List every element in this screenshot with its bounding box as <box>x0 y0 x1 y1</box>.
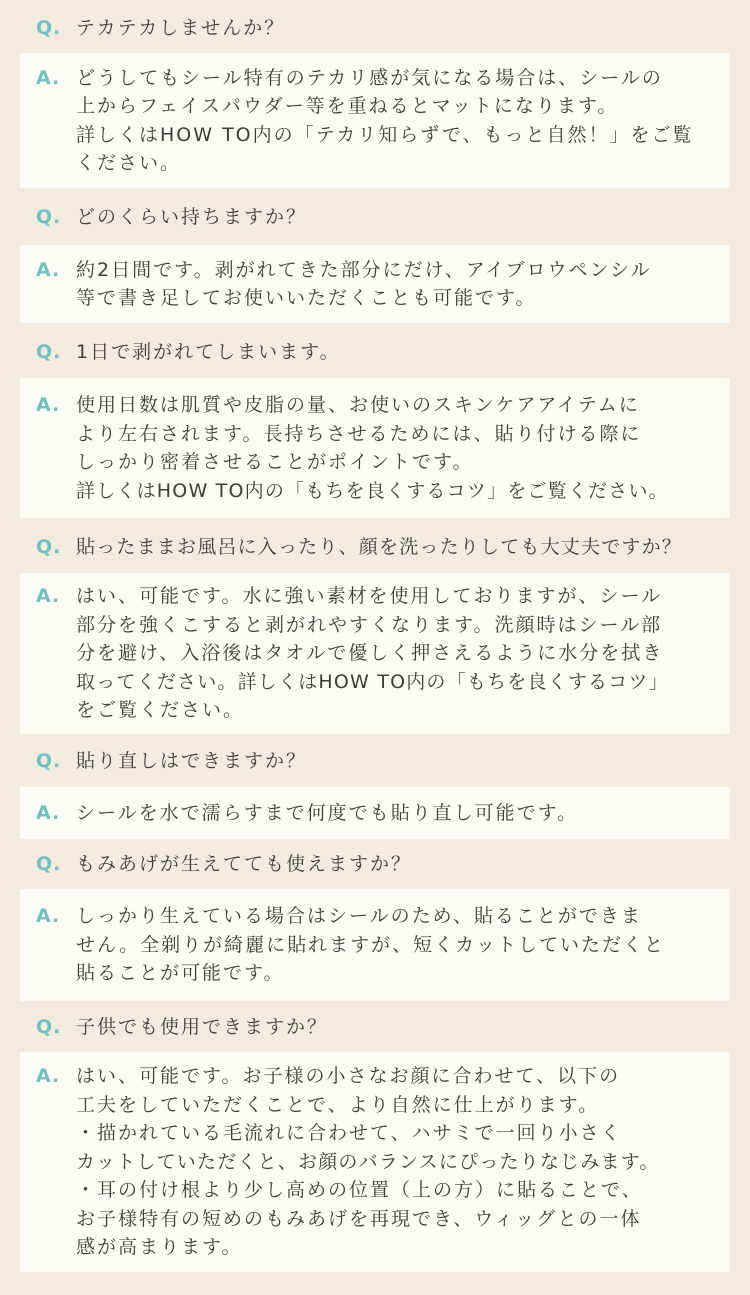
question-marker: Q. <box>36 17 62 39</box>
faq-answer-4 <box>20 573 730 734</box>
question-marker: Q. <box>36 341 62 363</box>
answer-line: 詳しくはHOW TO内の「テカリ知らずで、もっと自然！」をご覧 <box>76 123 694 146</box>
answer-line: 上からフェイスパウダー等を重ねるとマットになります。 <box>76 95 619 117</box>
answer-text <box>76 799 578 828</box>
faq-answer-3 <box>20 378 730 518</box>
answer-line: はい、可能です。お子様の小さなお顔に合わせて、以下の <box>76 1065 621 1088</box>
faq-answer-5 <box>20 787 730 839</box>
answer-line: 等で書き足してお使いいただくことも可能です。 <box>76 287 537 309</box>
answer-line: ・描かれている毛流れに合わせて、ハサミで一回り小さく <box>76 1122 622 1145</box>
answer-marker: A. <box>36 905 61 928</box>
faq-answer-6 <box>20 889 730 1001</box>
answer-marker: A. <box>36 801 61 824</box>
faq-question-1 <box>36 14 730 42</box>
answer-text <box>76 64 693 178</box>
question-marker: Q. <box>36 1016 62 1038</box>
answer-text <box>76 391 669 505</box>
question-marker: Q. <box>36 750 62 772</box>
question-marker: Q. <box>36 536 62 558</box>
question-text: 貼ったままお風呂に入ったり、顔を洗ったりしても大丈夫ですか？ <box>76 536 683 558</box>
faq-question-7 <box>36 1013 730 1041</box>
faq-question-6 <box>36 850 730 878</box>
answer-line: 詳しくはHOW TO内の「もちを良くするコツ」をご覧ください。 <box>76 479 669 502</box>
answer-line: 部分を強くこすると剥がれやすくなります。洗顔時はシール部 <box>76 613 663 636</box>
question-text: 子供でも使用できますか？ <box>76 1016 329 1038</box>
faq-question-5 <box>36 747 730 775</box>
answer-text <box>76 1062 660 1262</box>
answer-line: をご覧ください。 <box>76 699 245 722</box>
faq-answer-2 <box>20 245 730 323</box>
answer-line: 使用日数は肌質や皮脂の量、お使いのスキンケアアイテムに <box>76 394 640 416</box>
question-text: 1日で剥がれてしまいます。 <box>76 341 341 363</box>
answer-line: せん。全剃りが綺麗に貼れますが、短くカットしていただくと <box>76 933 665 956</box>
faq-answer-7 <box>20 1052 730 1272</box>
answer-line: 貼ることが可能です。 <box>76 962 285 985</box>
answer-marker: A. <box>36 585 61 608</box>
answer-line: お子様特有の短めのもみあげを再現でき、ウィッグとの一体 <box>76 1207 642 1230</box>
answer-line: どうしてもシール特有のテカリ感が気になる場合は、シールの <box>76 66 663 89</box>
faq-question-3 <box>36 338 730 366</box>
question-marker: Q. <box>36 206 62 228</box>
question-text: もみあげが生えてても使えますか？ <box>76 853 413 875</box>
question-marker: Q. <box>36 853 62 875</box>
question-text: 貼り直しはできますか？ <box>76 750 308 772</box>
answer-line: 分を避け、入浴後はタオルで優しく押さえるように水分を拭き <box>76 642 664 665</box>
answer-text <box>76 902 665 988</box>
answer-marker: A. <box>36 66 61 89</box>
answer-line: 約2日間です。剥がれてきた部分にだけ、アイブロウペンシル <box>76 258 652 281</box>
answer-marker: A. <box>36 394 61 416</box>
answer-line: ・耳の付け根より少し高めの位置（上の方）に貼ることで、 <box>76 1179 643 1202</box>
answer-line: カットしていただくと、お顔のバランスにぴったりなじみます。 <box>76 1150 660 1173</box>
answer-line: ください。 <box>76 152 182 174</box>
answer-marker: A. <box>36 1065 61 1088</box>
faq-answer-1 <box>20 53 730 188</box>
answer-line: 取ってください。詳しくはHOW TO内の「もちを良くするコツ」 <box>76 670 669 693</box>
answer-line: はい、可能です。水に強い素材を使用しておりますが、シール <box>76 585 663 608</box>
answer-line: 感が高まります。 <box>76 1236 243 1259</box>
faq-question-4 <box>36 533 730 561</box>
answer-text <box>76 256 652 313</box>
answer-line: より左右されます。長持ちさせるためには、貼り付ける際に <box>76 422 642 445</box>
answer-text <box>76 582 669 725</box>
answer-line: しっかり生えている場合はシールのため、貼ることができま <box>76 905 642 928</box>
question-text: テカテカしませんか？ <box>76 17 286 39</box>
answer-line: しっかり密着させることがポイントです。 <box>76 451 474 473</box>
answer-marker: A. <box>36 258 61 281</box>
answer-line: シールを水で濡らすまで何度でも貼り直し可能です。 <box>76 801 579 824</box>
answer-line: 工夫をしていただくことで、より自然に仕上がります。 <box>76 1093 600 1116</box>
faq-question-2 <box>36 203 730 231</box>
question-text: どのくらい持ちますか？ <box>76 206 308 228</box>
